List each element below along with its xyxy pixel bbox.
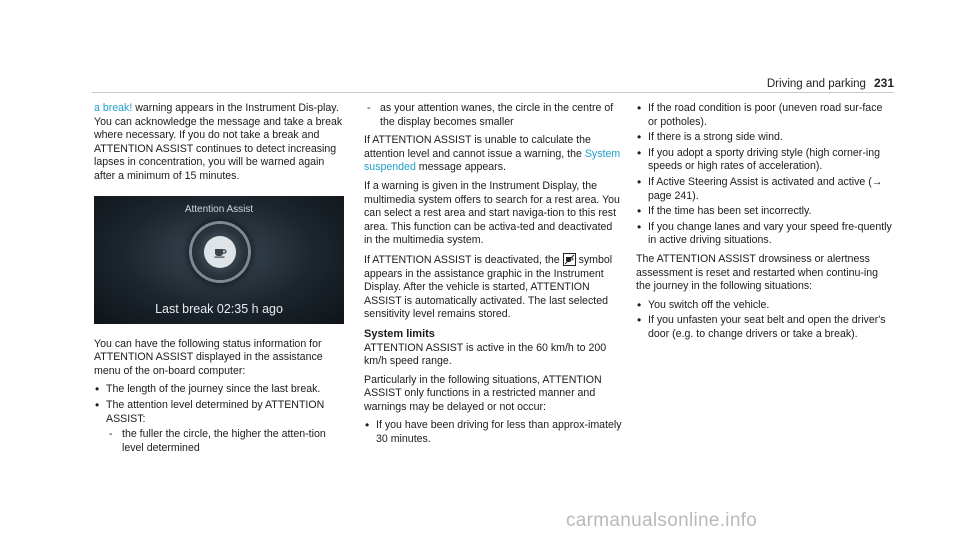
paragraph-speed-range: ATTENTION ASSIST is active in the 60 km/h to 200 km/h speed range. (364, 341, 607, 368)
list-item: • If there is a strong side wind. (636, 131, 894, 145)
section-title: Driving and parking (766, 78, 866, 90)
header-divider (92, 92, 894, 93)
break-message-link[interactable]: a break! (94, 102, 133, 114)
paragraph-rest-area: If a warning is given in the Instrument Display, the multimedia system offers to search for a rest area. You can select a rest area and start naviga-tion to this rest area. This function can be activa-ted and deactivated in the multimedia system. (364, 179, 620, 247)
list-item: • You switch off the vehicle. (636, 299, 894, 313)
column-3 (636, 102, 894, 347)
list-item: • If the road condition is poor (uneven road sur-face or potholes). (636, 102, 894, 129)
system-suspended-link[interactable]: System suspended (364, 147, 621, 174)
list-item: • If you have been driving for less than approx-imately 30 minutes. (364, 419, 622, 446)
paragraph-restrictions: Particularly in the following situations, ATTENTION ASSIST only functions in a restricted manner and warnings may be delayed or not occur: (364, 373, 602, 413)
list-item: • The length of the journey since the last break. (94, 383, 344, 397)
list-item: • If you unfasten your seat belt and open the driver's door (e.g. to change drivers or take a break). (636, 314, 894, 341)
list-item: • If Active Steering Assist is activated and active (→ page 241). (636, 176, 894, 203)
attention-level-circle (192, 224, 248, 280)
screen-title: Attention Assist (184, 203, 254, 215)
status-list (94, 383, 344, 455)
list-item: - the fuller the circle, the higher the atten-tion level determined (106, 428, 344, 455)
paragraph-status-info: You can have the following status information for ATTENTION ASSIST displayed in the assistance menu of the on-board computer: (94, 337, 323, 377)
section-heading: System limits (364, 327, 435, 340)
list-item: • If the time has been set incorrectly. (636, 205, 894, 219)
paragraph-reset: The ATTENTION ASSIST drowsiness or alertness assessment is reset and restarted when continu-ing the journey in the following situations: (636, 252, 879, 293)
list-item: - as your attention wanes, the circle in the centre of the display becomes smaller (364, 102, 622, 129)
list-item: • The attention level determined by ATTENTION ASSIST: - the fuller the circle, the higher the atten-tion level determined (94, 399, 344, 455)
paragraph-deactivated: If ATTENTION ASSIST is deactivated, the symbol appears in the assistance graphic in the Instrument Display. After the vehicle is started, ATTENTION ASSIST is automatically activated. The last selected sensitivity level remains stored. (364, 253, 613, 321)
paragraph-suspended: If ATTENTION ASSIST is unable to calculate the attention level and cannot issue a warning, the System suspended message appears. (364, 134, 621, 174)
attention-assist-screen (94, 196, 344, 324)
attention-assist-off-icon (563, 253, 576, 266)
watermark: carmanualsonline.info (566, 510, 758, 531)
reset-list (636, 299, 894, 342)
paragraph-break-warning: a break! warning appears in the Instrument Dis-play. You can acknowledge the message and take a break where necessary. If you do not take a break and ATTENTION ASSIST continues to detect increasing lapses in concentration, you will be warned again after a minimum of 15 minutes. (94, 102, 343, 182)
restriction-list (364, 419, 622, 446)
column-1 (94, 102, 344, 460)
page-number: 231 (873, 76, 894, 90)
restriction-list-continued (636, 102, 894, 248)
last-break-caption: Last break 02:35 h ago (155, 301, 283, 316)
list-item: • If you adopt a sporty driving style (high corner-ing speeds or high rates of acceleration). (636, 147, 894, 174)
coffee-cup-icon (213, 245, 227, 259)
list-item: • If you change lanes and vary your speed fre-quently in active driving situations. (636, 221, 894, 248)
page-header (767, 76, 894, 90)
column-2 (364, 102, 622, 452)
